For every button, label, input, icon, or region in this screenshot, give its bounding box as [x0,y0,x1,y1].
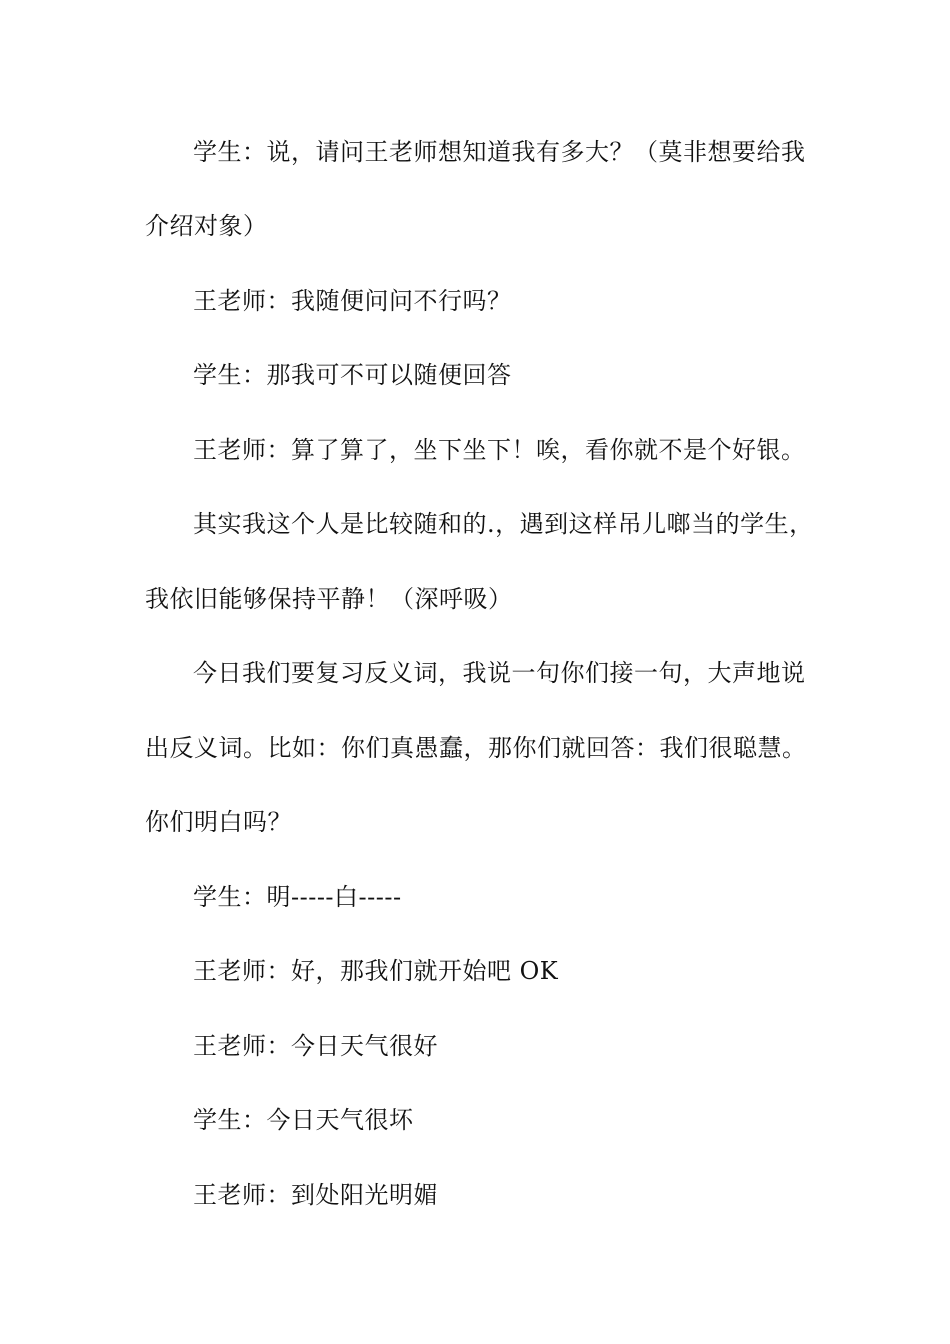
paragraph-line: 学生：明-----白----- [193,883,402,911]
paragraph-line: 王老师：好，那我们就开始吧 OK [193,957,559,985]
paragraph-line: 学生：说，请问王老师想知道我有多大？（莫非想要给我 [193,138,806,166]
paragraph-line: 学生：那我可不可以随便回答 [193,361,512,389]
paragraph-line: 学生：今日天气很坏 [193,1106,414,1134]
paragraph-line: 介绍对象） [145,212,268,240]
paragraph-line: 王老师：我随便问问不行吗？ [193,287,512,315]
paragraph-line: 我依旧能够保持平静！（深呼吸） [145,585,513,613]
paragraph-line: 王老师：到处阳光明媚 [193,1181,438,1209]
paragraph-line: 你们明白吗？ [145,808,292,836]
paragraph-line: 王老师：今日天气很好 [193,1032,438,1060]
paragraph-line: 出反义词。比如：你们真愚蠢，那你们就回答：我们很聪慧。 [145,734,807,762]
paragraph-line: 王老师：算了算了，坐下坐下！唉，看你就不是个好银。 [193,436,806,464]
paragraph-line: 其实我这个人是比较随和的.，遇到这样吊儿啷当的学生， [193,510,814,538]
paragraph-line: 今日我们要复习反义词，我说一句你们接一句，大声地说 [193,659,806,687]
